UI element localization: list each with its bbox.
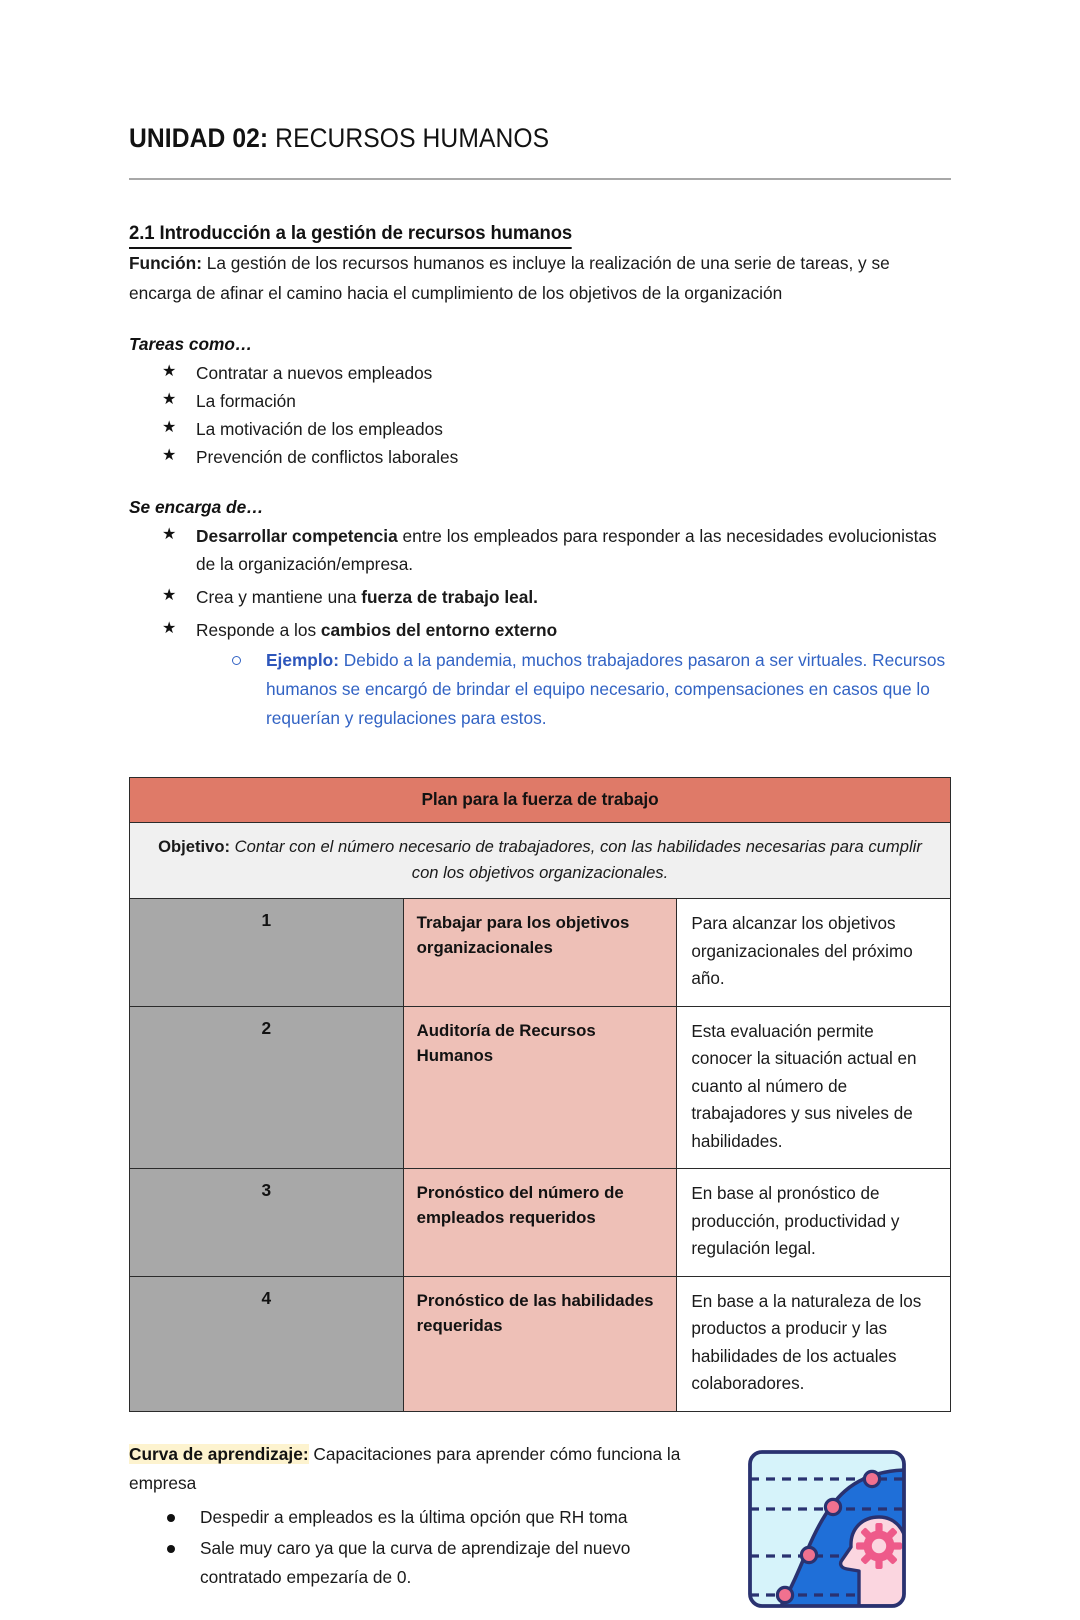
curva-label: Curva de aprendizaje: (129, 1443, 309, 1464)
row-name: Trabajar para los objetivos organizacionales (403, 899, 677, 1007)
list-item-label: Responde a los (196, 620, 321, 641)
paragraph-curva (129, 1440, 714, 1499)
bullet-icon (167, 1545, 175, 1553)
bullet-icon (167, 1514, 175, 1522)
objective-text: Contar con el número necesario de trabajadores, con las habilidades necesarias para cumplir con los objetivos organizacionales. (230, 837, 922, 883)
table-objective-row (130, 823, 951, 899)
page-title-subject: RECURSOS HUMANOS (268, 123, 550, 153)
data-point (825, 1499, 840, 1514)
list-item (167, 1534, 714, 1592)
row-number: 2 (130, 1006, 404, 1169)
row-number: 4 (130, 1276, 404, 1411)
list-item-label: La formación (196, 391, 296, 412)
list-item (232, 646, 951, 733)
star-icon: ★ (162, 526, 177, 544)
table-header-title: Plan para la fuerza de trabajo (130, 778, 951, 823)
curva-section (129, 1440, 951, 1592)
list-item-bold: cambios del entorno externo (320, 620, 558, 641)
objective-label: Objetivo: (158, 837, 231, 857)
list-item (162, 415, 951, 443)
list-item-bold: fuerza de trabajo leal. (361, 587, 538, 608)
se-encarga-list (129, 522, 951, 733)
row-name: Pronóstico de las habilidades requeridas (403, 1276, 677, 1411)
data-point (801, 1547, 816, 1562)
funcion-text: La gestión de los recursos humanos es incluye la realización de una serie de tareas, y se encarga de afinar el camino hacia el cumplimiento de los objetivos de la organización (129, 253, 890, 303)
data-point (777, 1587, 792, 1602)
page-title-unit: UNIDAD 02: (129, 123, 269, 153)
row-number: 1 (130, 899, 404, 1007)
funcion-label: Función: (129, 253, 202, 274)
row-name: Pronóstico del número de empleados requeridos (403, 1169, 677, 1277)
row-number: 3 (130, 1169, 404, 1277)
table-row (130, 1276, 951, 1411)
list-item-label: Crea y mantiene una (196, 587, 362, 608)
list-item (162, 359, 951, 387)
table-row (130, 1169, 951, 1277)
row-description: Esta evaluación permite conocer la situación actual en cuanto al número de trabajadores y sus niveles de habilidades. (677, 1006, 951, 1169)
page-title (129, 123, 893, 153)
learning-curve-illustration (741, 1443, 913, 1615)
star-icon: ★ (162, 419, 177, 437)
list-item (162, 443, 951, 471)
ejemplo-list (196, 646, 951, 733)
learning-curve-svg (741, 1443, 913, 1615)
paragraph-funcion (129, 249, 947, 308)
subheading-se-encarga: Se encarga de… (129, 497, 264, 518)
table-objective-cell (130, 823, 951, 899)
subheading-tareas: Tareas como… (129, 334, 253, 355)
star-icon: ★ (162, 587, 177, 605)
row-description: Para alcanzar los objetivos organizacionales del próximo año. (677, 899, 951, 1007)
curva-text-block (129, 1440, 714, 1592)
star-icon: ★ (162, 391, 177, 409)
ejemplo-label: Ejemplo: (266, 650, 339, 671)
star-icon: ★ (162, 447, 177, 465)
list-item (162, 387, 951, 415)
row-description: En base a la naturaleza de los productos a producir y las habilidades de los actuales colaboradores. (677, 1276, 951, 1411)
table-row (130, 899, 951, 1007)
tareas-list (129, 359, 951, 471)
data-point (864, 1471, 879, 1486)
list-item-label: Sale muy caro ya que la curva de aprendizaje del nuevo contratado empezaría de 0. (200, 1537, 631, 1587)
list-item-label: Contratar a nuevos empleados (196, 363, 433, 384)
star-icon: ★ (162, 363, 177, 381)
list-item-label: entre los empleados para responder a las necesidades evolucionistas de la organización/empresa. (196, 526, 937, 575)
list-item-label: La motivación de los empleados (196, 419, 443, 440)
table-row (130, 1006, 951, 1169)
document-content (129, 123, 951, 1592)
list-item-label: Prevención de conflictos laborales (196, 447, 459, 468)
curva-text: Capacitaciones para aprender cómo funciona la empresa (129, 1443, 681, 1494)
table-header-row (130, 778, 951, 823)
list-item (162, 583, 951, 611)
hollow-circle-icon (232, 656, 241, 665)
row-description: En base al pronóstico de producción, productividad y regulación legal. (677, 1169, 951, 1277)
curva-list (129, 1503, 714, 1592)
gear-icon (856, 1523, 902, 1569)
list-item (162, 522, 951, 578)
list-item-bold: Desarrollar competencia (196, 526, 398, 547)
ejemplo-text: Debido a la pandemia, muchos trabajadores pasaron a ser virtuales. Recursos humanos se encargó de brindar el equipo necesario, compensaciones en casos que lo requerían y regulaciones para estos. (266, 650, 946, 729)
list-item (167, 1503, 714, 1532)
plan-table (129, 777, 951, 1412)
list-item (162, 616, 951, 733)
title-divider (129, 178, 951, 180)
list-item-label: Despedir a empleados es la última opción que RH toma (200, 1506, 628, 1527)
section-heading-2-1: 2.1 Introducción a la gestión de recursos humanos (129, 222, 572, 249)
star-icon: ★ (162, 620, 177, 638)
row-name: Auditoría de Recursos Humanos (403, 1006, 677, 1169)
